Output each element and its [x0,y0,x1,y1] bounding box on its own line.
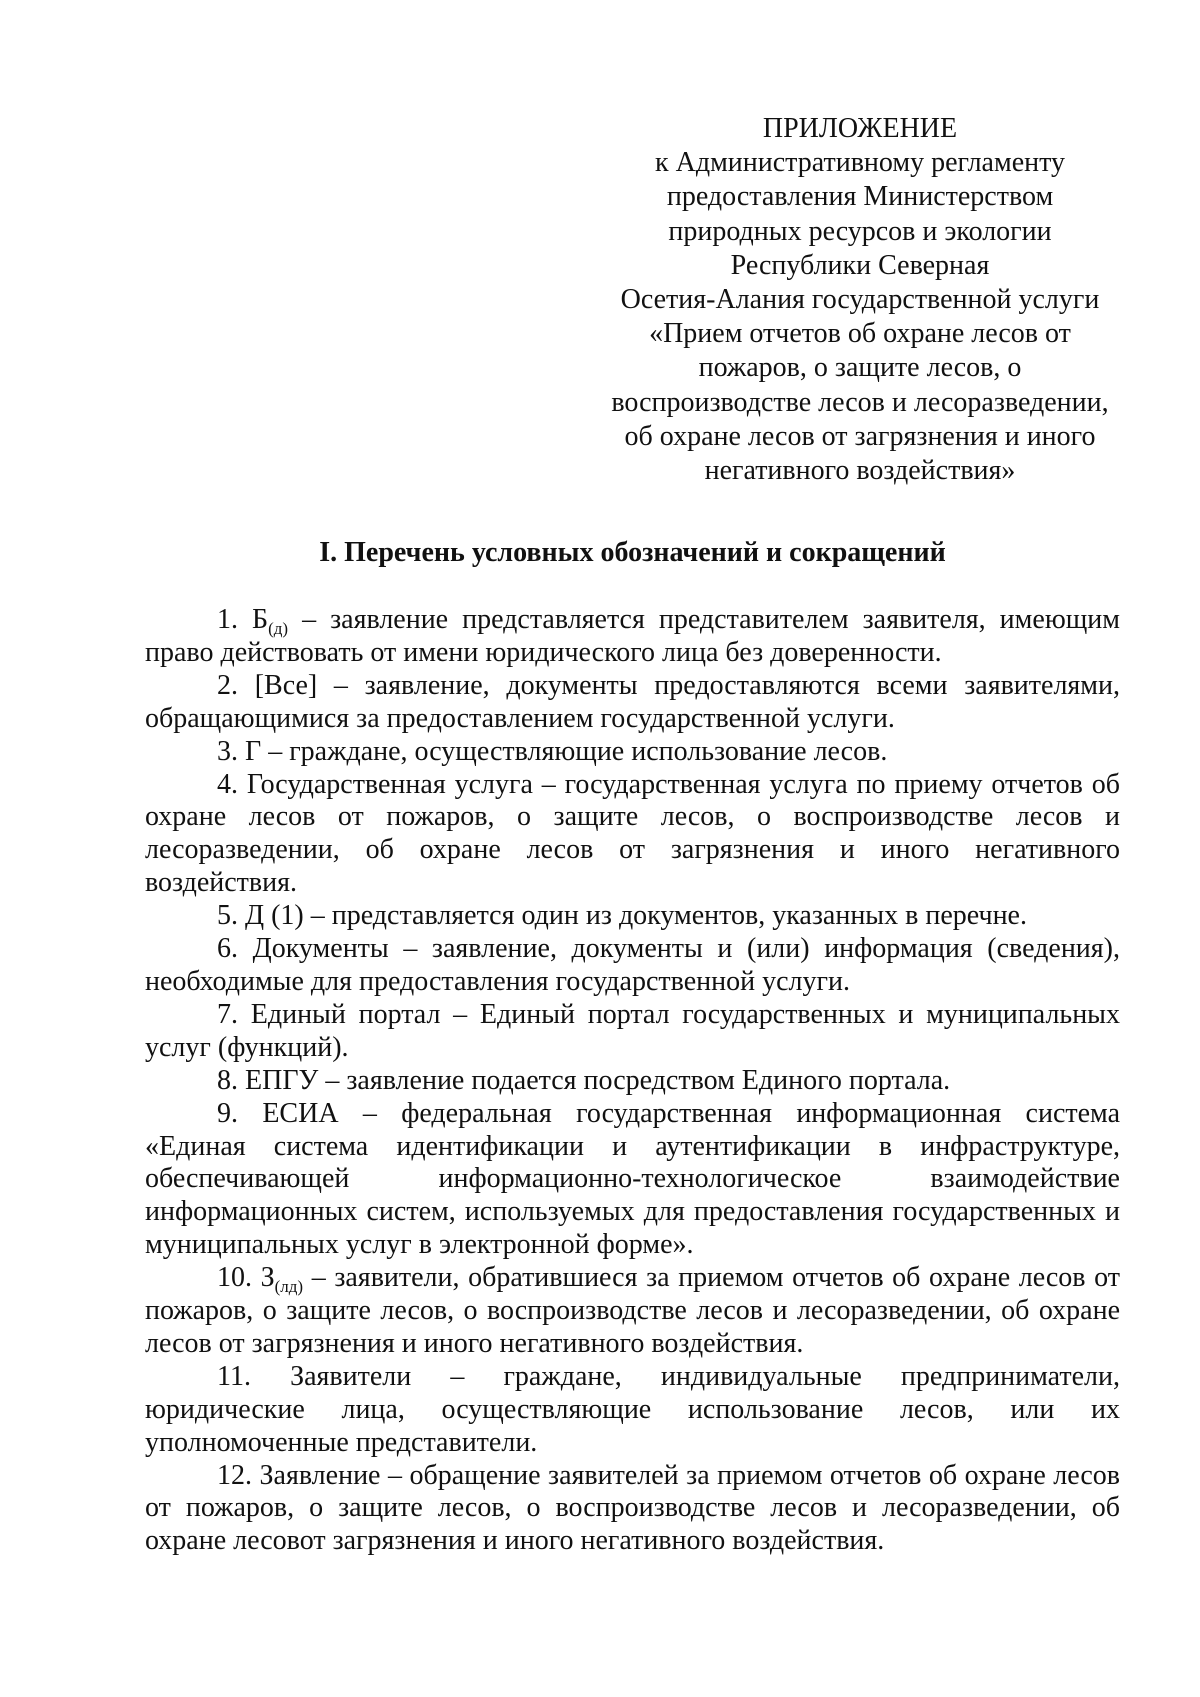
item-text: Единый портал – Единый портал государственных и муниципальных услуг (функций). [145,998,1120,1063]
item-term-subscript: (д) [268,619,289,638]
item-number: 1. [217,604,238,635]
list-item [145,769,1120,901]
item-number: 3. [217,735,238,767]
item-number: 11. [217,1360,251,1392]
item-number: 7. [217,998,238,1030]
appendix-line: «Прием отчетов об охране лесов от [649,318,1071,350]
item-text: ЕСИА – федеральная государственная информационная система «Единая система идентификации и аутентификации в инфраструктуре, обеспечивающей информационно-технологическое взаимодействие информационных систем, используемых для предоставления государственных и муниципальных услуг в электронной форме». [145,1097,1120,1261]
item-number: 10. [217,1262,252,1294]
item-text: Г – граждане, осуществляющие использование лесов. [245,735,888,767]
item-number: 2. [217,669,238,701]
item-term-subscript: (лд) [274,1277,304,1297]
item-text: – заявители, обратившиеся за приемом отчетов об охране лесов от пожаров, о защите лесов, о воспроизводстве лесов и лесоразведении, об охране лесов от загрязнения и иного негативного воздействия. [145,1262,1120,1359]
item-term: Б [252,604,269,635]
item-number: 12. [217,1459,252,1491]
appendix-line: Осетия-Алания государственной услуги [620,284,1100,316]
list-item [145,933,1120,999]
item-text: Д (1) – представляется один из документов, указанных в перечне. [245,900,1027,932]
list-item [145,1361,1120,1460]
appendix-line: ПРИЛОЖЕНИЕ [762,113,958,144]
item-text: Заявители – граждане, индивидуальные предприниматели, юридические лица, осуществляющие использование лесов, или их уполномоченные представители. [145,1360,1120,1458]
item-number: 5. [217,900,238,932]
list-item [145,1262,1120,1361]
item-text: Заявление – обращение заявителей за приемом отчетов об охране лесов от пожаров, о защите лесов, о воспроизводстве лесов и лесоразведении, об охране лесовот загрязнения и иного негативного воздействия. [145,1459,1120,1557]
appendix-line: Республики Северная [730,249,990,281]
definitions-list [145,604,1120,1558]
item-number: 8. [217,1064,238,1096]
appendix-header [600,112,1120,488]
list-item [145,1065,1120,1098]
appendix-line: к Административному регламенту [655,147,1065,179]
item-text: Документы – заявление, документы и (или) информация (сведения), необходимые для предоставления государственной услуги. [145,933,1120,997]
item-number: 4. [217,768,238,800]
list-item [145,1460,1120,1559]
list-item [145,1098,1120,1263]
appendix-line: воспроизводстве лесов и лесоразведении, [611,386,1109,418]
appendix-line: об охране лесов от загрязнения и иного [624,420,1096,452]
list-item [145,604,1120,670]
item-text: Государственная услуга – государственная услуга по приему отчетов об охране лесов от пожаров, о защите лесов, о воспроизводстве лесов и лесоразведении, об охране лесов от загрязнения и иного негативного воздействия. [145,768,1120,899]
list-item [145,999,1120,1065]
appendix-line: пожаров, о защите лесов, о [698,352,1022,384]
item-text: ЕПГУ – заявление подается посредством Единого портала. [245,1064,951,1096]
item-text: [Все] – заявление, документы предоставляются всеми заявителями, обращающимися за предоставлением государственной услуги. [145,669,1121,734]
list-item [145,900,1120,933]
appendix-line: природных ресурсов и экологии [668,215,1052,247]
appendix-line: негативного воздействия» [704,455,1016,487]
appendix-line: предоставления Министерством [666,181,1054,213]
item-text: – заявление представляется представителем заявителя, имеющим право действовать от имени юридического лица без доверенности. [145,604,1120,668]
section-title: I. Перечень условных обозначений и сокращений [319,537,946,568]
item-term: З [260,1262,275,1294]
list-item [145,670,1120,736]
item-number: 6. [217,933,238,965]
item-number: 9. [217,1097,238,1129]
list-item [145,736,1120,769]
